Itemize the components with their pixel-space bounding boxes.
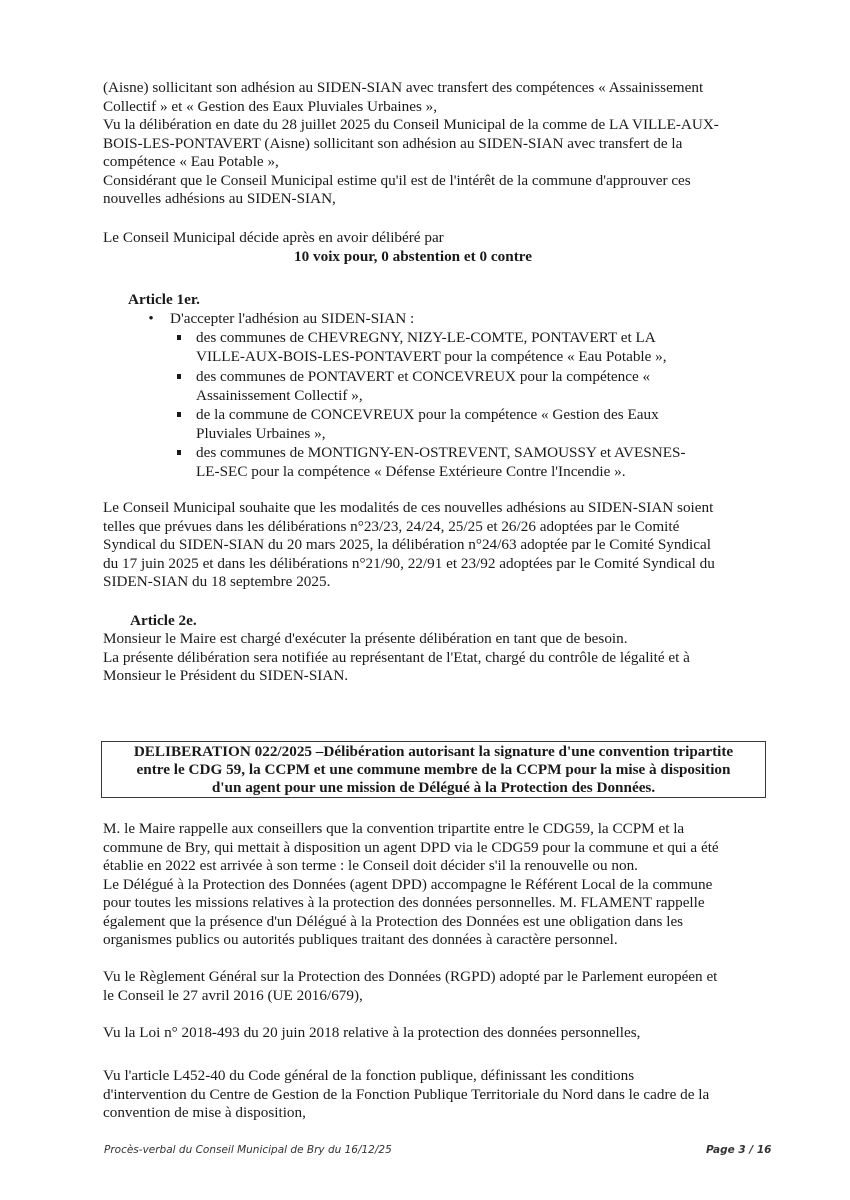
text-line: M. le Maire rappelle aux conseillers que la convention tripartite entre le CDG59, la CCPM et la	[103, 820, 685, 837]
code-paragraph	[103, 1067, 767, 1123]
text-line: de la commune de CONCEVREUX pour la compétence « Gestion des Eaux	[196, 406, 659, 423]
footer-page-number: Page 3 / 16	[706, 1144, 772, 1156]
article-1-title: Article 1er.	[128, 291, 200, 308]
bullet-text: D'accepter l'adhésion au SIDEN-SIAN :	[170, 310, 415, 327]
deliberation-heading-line: d'un agent pour une mission de Délégué à la Protection des Données.	[211, 779, 656, 796]
square-bullet-icon	[177, 412, 181, 417]
text-line: convention de mise à disposition,	[103, 1104, 306, 1121]
bullet-icon: •	[148, 310, 154, 327]
text-line: Le Délégué à la Protection des Données (agent DPD) accompagne le Référent Local de la commune	[103, 875, 713, 893]
deliberation-heading-line: DELIBERATION 022/2025 –Délibération autorisant la signature d'une convention tripartite	[133, 743, 734, 760]
text-line: Pluviales Urbaines »,	[196, 424, 326, 442]
deliberation-heading-line: entre le CDG 59, la CCPM et une commune membre de la CCPM pour la mise à disposition	[136, 761, 731, 778]
vote-result: 10 voix pour, 0 abstention et 0 contre	[294, 248, 532, 265]
text-line: des communes de PONTAVERT et CONCEVREUX pour la compétence «	[196, 368, 651, 385]
sub-item-eaux-pluviales	[196, 406, 767, 443]
text-line: Collectif » et « Gestion des Eaux Pluviales Urbaines »,	[103, 97, 438, 115]
text-line: des communes de MONTIGNY-EN-OSTREVENT, SAMOUSSY et AVESNES-	[196, 444, 686, 461]
deliberation-heading-box	[101, 741, 766, 798]
text-line: d'intervention du Centre de Gestion de la Fonction Publique Territoriale du Nord dans le cadre de la	[103, 1085, 710, 1103]
text-line: nouvelles adhésions au SIDEN-SIAN,	[103, 190, 336, 207]
text-line: établie en 2022 est arrivée à son terme : le Conseil doit décider s'il la renouvelle ou non.	[103, 857, 638, 874]
article-2-title: Article 2e.	[130, 612, 197, 629]
square-bullet-icon	[177, 450, 181, 455]
footer-document-title: Procès-verbal du Conseil Municipal de Bry du 16/12/25	[104, 1144, 392, 1156]
text-line: également que la présence d'un Délégué à la Protection des Données est une obligation dans les	[103, 912, 684, 930]
text-line: Vu la délibération en date du 28 juillet 2025 du Conseil Municipal de la comme de LA VILLE-AUX-	[103, 116, 719, 133]
text-line: le Conseil le 27 avril 2016 (UE 2016/679),	[103, 986, 363, 1004]
sub-item-eau-potable	[196, 329, 767, 366]
square-bullet-icon	[177, 335, 181, 340]
text-line: Vu l'article L452-40 du Code général de la fonction publique, définissant les conditions	[103, 1067, 635, 1084]
text-line: Monsieur le Maire est chargé d'exécuter la présente délibération en tant que de besoin.	[103, 630, 628, 647]
text-line: Vu le Règlement Général sur la Protection des Données (RGPD) adopté par le Parlement européen et	[103, 968, 718, 985]
text-line: Syndical du SIDEN-SIAN du 20 mars 2025, la délibération n°24/63 adoptée par le Comité Syndical	[103, 536, 711, 553]
text-line: commune de Bry, qui mettait à disposition un agent DPD via le CDG59 pour la commune et qui a été	[103, 838, 719, 856]
text-line: Assainissement Collectif »,	[196, 386, 363, 404]
decision-intro: Le Conseil Municipal décide après en avoir délibéré par	[103, 229, 444, 246]
sub-item-defense-incendie	[196, 444, 767, 481]
text-line: compétence « Eau Potable »,	[103, 153, 279, 170]
text-line: telles que prévues dans les délibérations n°23/23, 24/24, 25/25 et 26/26 adoptées par le Comité	[103, 517, 680, 535]
text-line: BOIS-LES-PONTAVERT (Aisne) sollicitant son adhésion au SIDEN-SIAN avec transfert de la	[103, 134, 683, 152]
text-line: LE-SEC pour la compétence « Défense Extérieure Contre l'Incendie ».	[196, 462, 626, 480]
text-line: Vu la Loi n° 2018-493 du 20 juin 2018 relative à la protection des données personnelles,	[103, 1024, 641, 1041]
loi-paragraph	[103, 1024, 767, 1043]
modalites-paragraph	[103, 499, 767, 592]
text-line: des communes de CHEVREGNY, NIZY-LE-COMTE, PONTAVERT et LA	[196, 329, 656, 346]
text-line: La présente délibération sera notifiée au représentant de l'Etat, chargé du contrôle de légalité et à	[103, 648, 690, 666]
text-line: organismes publics ou autorités publiques traitant des données à caractère personnel.	[103, 931, 618, 948]
sub-item-assainissement	[196, 368, 767, 405]
rgpd-paragraph	[103, 968, 767, 1005]
intro-paragraph	[103, 79, 767, 209]
text-line: Le Conseil Municipal souhaite que les modalités de ces nouvelles adhésions au SIDEN-SIAN soient	[103, 499, 714, 516]
dpd-paragraph	[103, 820, 767, 950]
text-line: SIDEN-SIAN du 18 septembre 2025.	[103, 573, 331, 590]
text-line: Considérant que le Conseil Municipal estime qu'il est de l'intérêt de la commune d'approuver ces	[103, 171, 691, 189]
text-line: du 17 juin 2025 et dans les délibérations n°21/90, 22/91 et 23/92 adoptées par le Comité Syndical du	[103, 554, 715, 572]
square-bullet-icon	[177, 374, 181, 379]
article-2-body	[103, 630, 767, 686]
text-line: Monsieur le Président du SIDEN-SIAN.	[103, 667, 349, 684]
text-line: (Aisne) sollicitant son adhésion au SIDEN-SIAN avec transfert des compétences « Assainissement	[103, 79, 704, 96]
text-line: VILLE-AUX-BOIS-LES-PONTAVERT pour la compétence « Eau Potable »,	[196, 347, 667, 365]
text-line: pour toutes les missions relatives à la protection des données personnelles. M. FLAMENT rappelle	[103, 894, 705, 911]
